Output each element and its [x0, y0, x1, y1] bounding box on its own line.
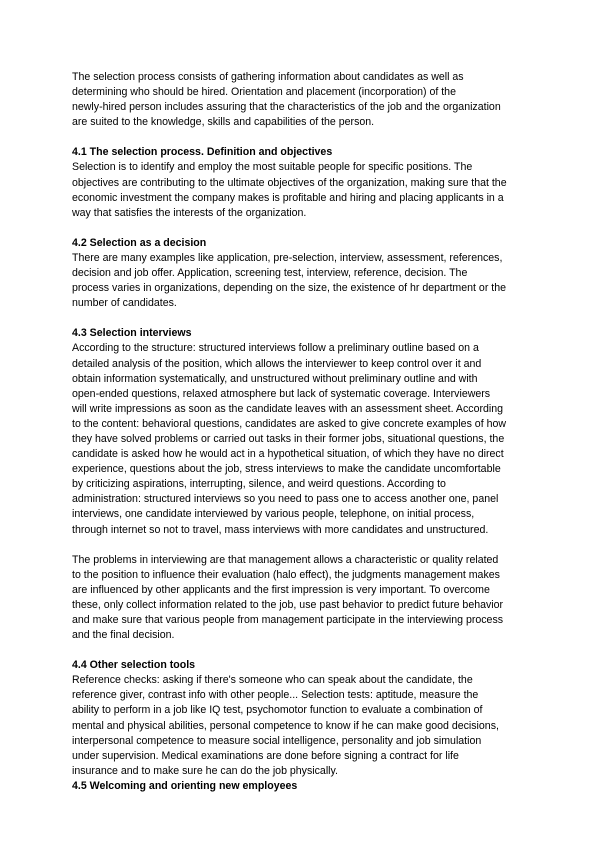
document-page: [72, 70, 542, 794]
text-line: The problems in interviewing are that management allows a characteristic or quality related: [72, 553, 499, 566]
section-4-3: [72, 326, 542, 643]
section-heading: 4.2 Selection as a decision: [72, 236, 207, 249]
intro-paragraph: [72, 70, 542, 130]
text-line: newly-hired person includes assuring that the characteristics of the job and the organization: [72, 101, 501, 114]
text-line: reference giver, contrast info with other people... Selection tests: aptitude, measure the: [72, 689, 479, 702]
text-line: experience, questions about the job, stress interviews to make the candidate uncomfortable: [72, 463, 501, 476]
text-line: The selection process consists of gathering information about candidates as well as: [72, 71, 464, 83]
text-line: Selection is to identify and employ the most suitable people for specific positions. The: [72, 161, 473, 174]
text-line: determining who should be hired. Orientation and placement (incorporation) of the: [72, 86, 456, 99]
text-line: way that satisfies the interests of the organization.: [72, 206, 307, 219]
text-line: these, only collect information related to the job, use past behavior to predict future behavior: [72, 598, 504, 611]
section-paragraph: [72, 341, 542, 537]
section-heading: 4.3 Selection interviews: [72, 327, 192, 340]
text-line: detailed analysis of the position, which allows the interviewer to keep control over it and: [72, 357, 482, 370]
section-4-2: [72, 236, 542, 311]
text-line: process varies in organizations, depending on the size, the existence of hr department or the: [72, 282, 507, 295]
section-paragraph: [72, 553, 542, 644]
text-line: ability to perform in a job like IQ test, psychomotor function to evaluate a combination of: [72, 704, 483, 717]
text-line: candidate is asked how he would act in a hypothetical situation, of which they have no direct: [72, 448, 504, 461]
text-line: administration: structured interviews so you need to pass one to access another one, panel: [72, 493, 499, 506]
text-line: are suited to the knowledge, skills and capabilities of the person.: [72, 116, 375, 129]
text-line: and the final decision.: [72, 629, 175, 642]
text-line: economic investment the company makes is profitable and hiring and placing applicants in a: [72, 191, 504, 204]
text-line: by criticizing aspirations, interrupting, silence, and weird questions. According to: [72, 478, 446, 491]
text-line: According to the structure: structured interviews follow a preliminary outline based on a: [72, 342, 479, 355]
section-paragraph: [72, 160, 542, 220]
text-line: under supervision. Medical examinations are done before signing a contract for life: [72, 749, 459, 762]
text-line: through internet so not to travel, mass interviews with more candidates and unstructured.: [72, 523, 489, 536]
text-line: open-ended questions, relaxed atmosphere but lack of systematic coverage. Interviewers: [72, 387, 491, 400]
text-line: interviews, one candidate interviewed by various people, telephone, on initial process,: [72, 508, 475, 521]
text-line: number of candidates.: [72, 297, 177, 310]
text-line: insurance and to make sure he can do the job physically.: [72, 764, 338, 777]
text-line: will write impressions as soon as the candidate leaves with an assessment sheet. According: [72, 402, 504, 415]
text-line: objectives are contributing to the ultimate objectives of the organization, making sure that the: [72, 176, 507, 189]
section-heading: 4.4 Other selection tools: [72, 659, 196, 672]
text-line: There are many examples like application, pre-selection, interview, assessment, references,: [72, 251, 503, 264]
text-line: decision and job offer. Application, screening test, interview, reference, decision. The: [72, 267, 468, 280]
section-4-4: [72, 658, 542, 779]
section-heading: 4.1 The selection process. Definition and objectives: [72, 146, 333, 159]
section-paragraph: [72, 673, 542, 779]
text-line: are influenced by other applicants and the first impression is very important. To overcome: [72, 583, 490, 596]
section-paragraph: [72, 251, 542, 311]
text-line: to the position to influence their evaluation (halo effect), the judgments management makes: [72, 568, 500, 581]
text-line: they have solved problems or carried out tasks in their former jobs, situational questions, the: [72, 432, 505, 445]
text-line: to the content: behavioral questions, candidates are asked to give concrete examples of how: [72, 417, 507, 430]
section-heading: 4.5 Welcoming and orienting new employees: [72, 779, 298, 792]
text-line: Reference checks: asking if there's someone who can speak about the candidate, the: [72, 674, 473, 687]
text-line: and make sure that various people from management participate in the interviewing process: [72, 614, 504, 626]
text-line: mental and physical abilities, personal competence to know if he can make good decisions,: [72, 719, 499, 732]
section-4-1: [72, 145, 542, 220]
section-4-5: [72, 779, 542, 794]
text-line: interpersonal competence to measure social intelligence, personality and job simulation: [72, 734, 482, 747]
text-line: obtain information systematically, and unstructured without preliminary outline and with: [72, 372, 478, 385]
